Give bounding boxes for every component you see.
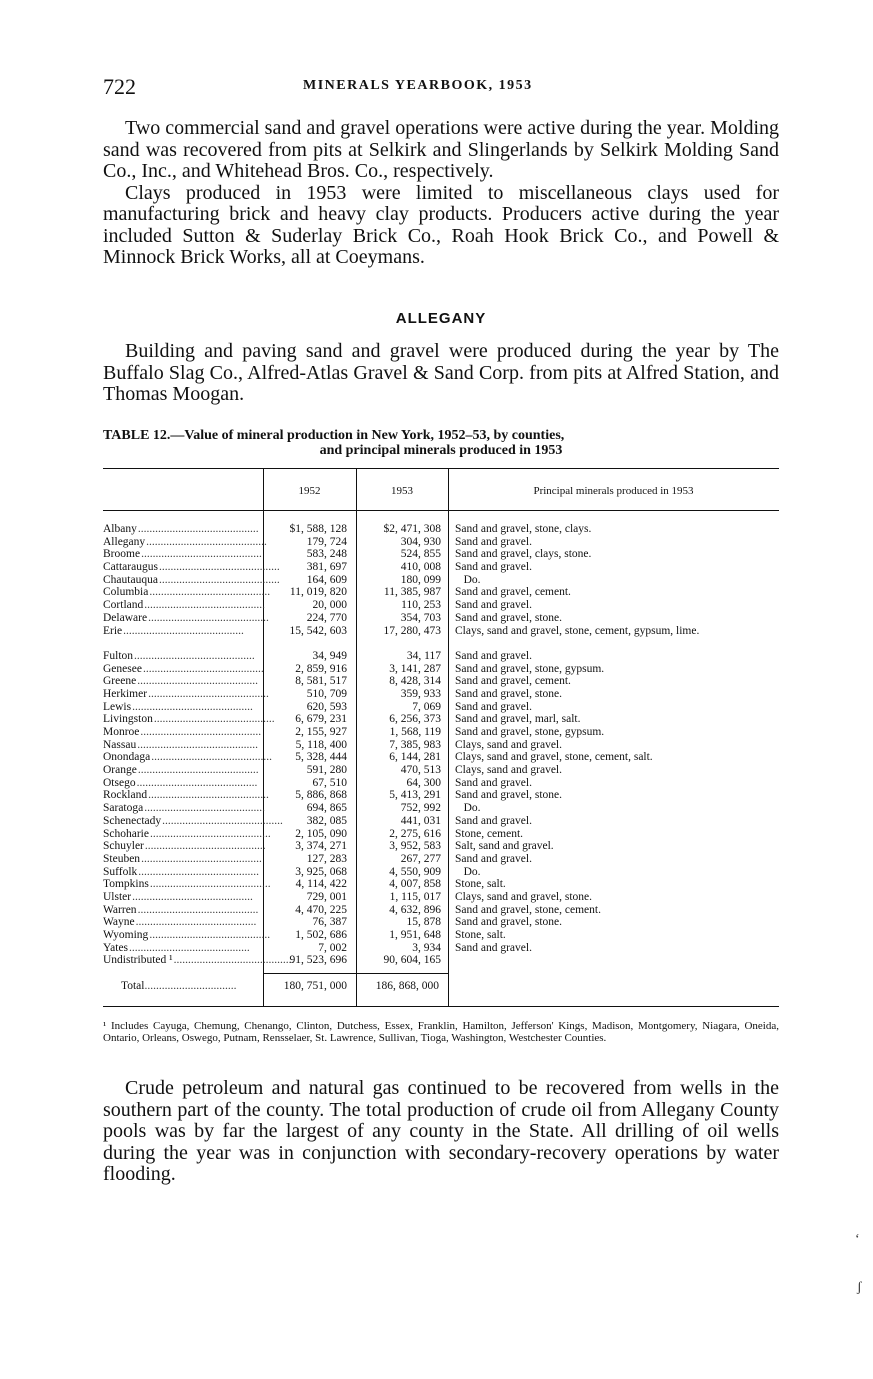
intro-paragraph: Clays produced in 1953 were limited to miscellaneous clays used for manufacturing brick and heavy clay products. Producers active during the year included Sutton & Suderlay Brick Co., Roah Hook Brick Co., and Powell & Minnock Brick Works, all at Coeymans. bbox=[103, 181, 779, 268]
minerals-cell: Sand and gravel. bbox=[455, 700, 532, 713]
value-1952: $1, 588, 128 bbox=[289, 523, 347, 535]
table-row bbox=[103, 815, 779, 828]
value-1953: 1, 951, 648 bbox=[389, 929, 441, 942]
county-cell bbox=[103, 929, 271, 942]
column-header-1953: 1953 bbox=[391, 485, 413, 497]
value-1952: 382, 085 bbox=[306, 814, 347, 827]
county-name: Allegany bbox=[103, 535, 146, 548]
value-1953: 441, 031 bbox=[400, 814, 441, 827]
value-1952: 5, 118, 400 bbox=[295, 738, 347, 751]
county-cell bbox=[103, 904, 258, 917]
intro-text bbox=[103, 118, 779, 269]
leader-dots: .......................................... bbox=[144, 599, 265, 612]
column-header-minerals: Principal minerals produced in 1953 bbox=[533, 485, 694, 497]
table-header-rule bbox=[103, 510, 779, 511]
table-row bbox=[103, 726, 779, 739]
value-1952: 694, 865 bbox=[306, 802, 347, 815]
leader-dots: .......................................... bbox=[137, 903, 259, 916]
leader-dots: .......................................... bbox=[149, 586, 271, 599]
table-row bbox=[103, 536, 779, 549]
minerals-cell: Clays, sand and gravel. bbox=[455, 738, 562, 751]
minerals-cell: Sand and gravel. bbox=[455, 649, 532, 662]
leader-dots: .......................................... bbox=[140, 726, 262, 739]
minerals-cell: Sand and gravel. bbox=[455, 941, 532, 954]
leader-dots: .......................................... bbox=[138, 865, 260, 878]
leader-dots: .......................................... bbox=[132, 700, 253, 713]
value-1953: 410, 008 bbox=[400, 561, 441, 574]
minerals-cell: Stone, salt. bbox=[455, 878, 506, 891]
table-row bbox=[103, 954, 779, 967]
county-cell bbox=[103, 599, 265, 612]
value-1952: 5, 886, 868 bbox=[295, 789, 347, 802]
county-cell bbox=[103, 942, 258, 955]
county-cell bbox=[103, 573, 280, 587]
value-1953: 7, 385, 983 bbox=[389, 738, 441, 751]
table-row bbox=[103, 853, 779, 866]
county-name: Greene bbox=[103, 675, 137, 688]
leader-dots: .......................................... bbox=[148, 687, 269, 700]
county-cell bbox=[103, 878, 271, 891]
leader-dots: .......................................... bbox=[173, 954, 295, 967]
table-row bbox=[103, 866, 779, 879]
value-1953: 4, 550, 909 bbox=[389, 865, 441, 878]
value-1953: 11, 385, 987 bbox=[383, 586, 441, 599]
leader-dots: .......................................... bbox=[151, 751, 273, 764]
value-1952: 583, 248 bbox=[306, 548, 347, 561]
value-1952: 2, 155, 927 bbox=[295, 726, 347, 739]
minerals-cell: Sand and gravel. bbox=[455, 561, 532, 574]
total-label: Total................................ bbox=[121, 980, 237, 992]
county-name: Nassau bbox=[103, 738, 137, 751]
county-name: Broome bbox=[103, 548, 141, 561]
value-1952: 1, 502, 686 bbox=[295, 929, 347, 942]
allegany-paragraph: Building and paving sand and gravel were produced during the year by The Buffalo Slag Co., Alfred-Atlas Gravel & Sand Corp. from pits at Alfred Station, and Thomas Moogan. bbox=[103, 340, 779, 405]
county-cell bbox=[103, 535, 267, 549]
leader-dots: .......................................... bbox=[129, 941, 250, 954]
county-cell bbox=[103, 777, 258, 790]
county-name: Cattaraugus bbox=[103, 561, 158, 574]
leader-dots: .......................................... bbox=[148, 611, 269, 624]
minerals-cell: Sand and gravel, stone. bbox=[455, 611, 562, 624]
minerals-cell: Salt, sand and gravel. bbox=[455, 840, 554, 853]
table-caption bbox=[103, 428, 779, 458]
table-row bbox=[103, 916, 779, 929]
margin-mark: ʻ bbox=[855, 1232, 860, 1247]
county-name: Schuyler bbox=[103, 840, 144, 853]
minerals-cell: Sand and gravel, stone, cement. bbox=[455, 903, 601, 916]
county-name: Delaware bbox=[103, 611, 148, 624]
minerals-cell: Do. bbox=[455, 802, 481, 815]
leader-dots: .......................................... bbox=[141, 548, 262, 561]
table-row bbox=[103, 688, 779, 701]
table-row bbox=[103, 625, 779, 650]
county-cell bbox=[103, 840, 266, 853]
table-top-rule bbox=[103, 468, 779, 469]
table-footnote: ¹ Includes Cayuga, Chemung, Chenango, Clinton, Dutchess, Essex, Franklin, Hamilton, Jefferson' Kings, Madison, Montgomery, Niagara, Oneida, Ontario, Orleans, Oswego, Putnam, Rensselaer, St. Lawrence, Sullivan, Tioga, Washington, Westchester Counties. bbox=[103, 1020, 779, 1044]
table-row bbox=[103, 612, 779, 625]
county-name: Herkimer bbox=[103, 687, 148, 700]
table-row bbox=[103, 713, 779, 726]
county-name: Onondaga bbox=[103, 751, 151, 764]
table-row bbox=[103, 586, 779, 599]
county-cell bbox=[103, 827, 271, 841]
value-1952: 591, 280 bbox=[306, 764, 347, 777]
value-1953: 180, 099 bbox=[400, 573, 441, 586]
minerals-cell: Sand and gravel, cement. bbox=[455, 675, 571, 688]
value-1953: 3, 934 bbox=[412, 941, 441, 954]
leader-dots: .......................................... bbox=[137, 738, 258, 751]
minerals-cell: Sand and gravel, stone, gypsum. bbox=[455, 662, 605, 675]
value-1952: 381, 697 bbox=[306, 561, 347, 574]
value-1953: 8, 428, 314 bbox=[389, 675, 441, 688]
county-name: Ulster bbox=[103, 890, 132, 903]
county-name: Undistributed ¹ bbox=[103, 954, 173, 967]
value-1953: 4, 007, 858 bbox=[389, 878, 441, 891]
leader-dots: .......................................... bbox=[141, 852, 262, 865]
value-1953: $2, 471, 308 bbox=[383, 523, 441, 535]
county-name: Yates bbox=[103, 941, 129, 954]
table-row bbox=[103, 764, 779, 777]
leader-dots: .......................................... bbox=[132, 890, 253, 903]
table-row bbox=[103, 878, 779, 891]
county-name: Fulton bbox=[103, 649, 134, 662]
minerals-cell: Sand and gravel. bbox=[455, 599, 532, 612]
leader-dots: .......................................... bbox=[134, 649, 255, 662]
page-header bbox=[103, 74, 783, 98]
county-name: Rockland bbox=[103, 789, 148, 802]
county-name: Wyoming bbox=[103, 929, 149, 942]
value-1952: 15, 542, 603 bbox=[289, 624, 347, 637]
value-1952: 91, 523, 696 bbox=[289, 954, 347, 967]
table-row bbox=[103, 802, 779, 815]
minerals-cell: Sand and gravel. bbox=[455, 852, 532, 865]
minerals-cell: Clays, sand and gravel, stone, cement, salt. bbox=[455, 751, 653, 764]
minerals-cell: Sand and gravel, stone. bbox=[455, 687, 562, 700]
leader-dots: .......................................... bbox=[146, 535, 267, 548]
leader-dots: .......................................... bbox=[162, 814, 283, 827]
county-cell bbox=[103, 814, 283, 828]
county-cell bbox=[103, 687, 269, 701]
county-cell bbox=[103, 713, 275, 726]
leader-dots: .......................................... bbox=[137, 523, 259, 535]
table-row bbox=[103, 599, 779, 612]
minerals-cell: Stone, cement. bbox=[455, 827, 524, 840]
county-name: Tompkins bbox=[103, 878, 149, 891]
value-1953: 6, 144, 281 bbox=[389, 751, 441, 764]
table-caption-line-1: TABLE 12.—Value of mineral production in New York, 1952–53, by counties, bbox=[103, 428, 565, 443]
value-1953: 524, 855 bbox=[400, 548, 441, 561]
value-1953: 17, 280, 473 bbox=[383, 624, 441, 637]
leader-dots: .......................................... bbox=[144, 840, 266, 853]
county-name: Schenectady bbox=[103, 814, 162, 827]
leader-dots: .......................................... bbox=[136, 776, 258, 789]
margin-mark: ʃ bbox=[857, 1280, 862, 1295]
minerals-cell: Clays, sand and gravel, stone, cement, gypsum, lime. bbox=[455, 624, 700, 637]
leader-dots: .......................................... bbox=[137, 764, 259, 777]
table-row bbox=[103, 840, 779, 853]
value-1952: 2, 105, 090 bbox=[295, 827, 347, 840]
intro-paragraph: Two commercial sand and gravel operations were active during the year. Molding sand was recovered from pits at Selkirk and Slingerlands by Selkirk Molding Sand Co., Inc., and Whitehead Bros. Co., respectively. bbox=[103, 117, 779, 182]
county-name: Steuben bbox=[103, 852, 141, 865]
county-cell bbox=[103, 523, 258, 536]
county-cell bbox=[103, 954, 295, 967]
value-1952: 4, 114, 422 bbox=[295, 878, 347, 891]
table-row bbox=[103, 523, 779, 536]
county-cell bbox=[103, 726, 262, 739]
county-cell bbox=[103, 916, 258, 929]
value-1953: 752, 992 bbox=[400, 802, 441, 815]
value-1952: 7, 002 bbox=[318, 941, 347, 954]
minerals-cell: Sand and gravel. bbox=[455, 814, 532, 827]
minerals-cell: Clays, sand and gravel, stone. bbox=[455, 890, 593, 903]
value-1952: 620, 593 bbox=[306, 700, 347, 713]
county-name: Cortland bbox=[103, 599, 144, 612]
value-1952: 6, 679, 231 bbox=[295, 713, 347, 726]
county-cell bbox=[103, 586, 271, 599]
county-name: Wayne bbox=[103, 916, 135, 929]
county-name: Lewis bbox=[103, 700, 132, 713]
table-row bbox=[103, 701, 779, 714]
leader-dots: .......................................... bbox=[148, 789, 269, 802]
county-cell bbox=[103, 852, 262, 866]
value-1953: 110, 253 bbox=[401, 599, 441, 612]
table-body bbox=[103, 523, 779, 967]
minerals-cell: Do. bbox=[455, 573, 481, 586]
minerals-cell: Stone, salt. bbox=[455, 929, 506, 942]
table-row bbox=[103, 650, 779, 663]
leader-dots: .......................................... bbox=[158, 561, 280, 574]
county-cell bbox=[103, 561, 280, 574]
leader-dots: .......................................... bbox=[135, 916, 257, 929]
county-name: Monroe bbox=[103, 726, 140, 739]
county-name: Columbia bbox=[103, 586, 149, 599]
minerals-cell: Sand and gravel. bbox=[455, 776, 532, 789]
table-row bbox=[103, 942, 779, 955]
county-cell bbox=[103, 739, 258, 752]
leader-dots: .......................................... bbox=[158, 573, 280, 586]
value-1953: 1, 568, 119 bbox=[389, 726, 441, 739]
county-cell bbox=[103, 789, 269, 802]
table-row bbox=[103, 751, 779, 764]
county-name: Suffolk bbox=[103, 865, 138, 878]
county-name: Saratoga bbox=[103, 802, 144, 815]
value-1953: 470, 513 bbox=[400, 764, 441, 777]
county-cell bbox=[103, 662, 264, 676]
column-header-1952: 1952 bbox=[298, 485, 321, 497]
section-heading: ALLEGANY bbox=[395, 310, 487, 327]
county-cell bbox=[103, 764, 258, 777]
minerals-cell: Do. bbox=[455, 865, 481, 878]
table-row bbox=[103, 777, 779, 790]
total-1953: 186, 868, 000 bbox=[375, 980, 439, 992]
table-row bbox=[103, 663, 779, 676]
value-1953: 34, 117 bbox=[406, 649, 441, 662]
table-row bbox=[103, 828, 779, 841]
county-name: Chautauqua bbox=[103, 573, 158, 586]
value-1953: 64, 300 bbox=[406, 776, 441, 789]
county-cell bbox=[103, 650, 258, 663]
value-1953: 3, 141, 287 bbox=[389, 662, 441, 675]
table-row bbox=[103, 739, 779, 752]
value-1953: 3, 952, 583 bbox=[389, 840, 441, 853]
value-1952: 2, 859, 916 bbox=[295, 662, 347, 675]
value-1953: 6, 256, 373 bbox=[389, 713, 441, 726]
leader-dots: .......................................... bbox=[153, 713, 275, 726]
value-1953: 1, 115, 017 bbox=[389, 890, 441, 903]
county-cell bbox=[103, 866, 258, 879]
table-bottom-rule bbox=[103, 1006, 779, 1007]
value-1953: 304, 930 bbox=[400, 535, 441, 548]
county-name: Warren bbox=[103, 903, 137, 916]
value-1953: 90, 604, 165 bbox=[383, 954, 441, 967]
value-1953: 7, 069 bbox=[412, 700, 441, 713]
value-1952: 179, 724 bbox=[306, 535, 347, 548]
value-1953: 2, 275, 616 bbox=[389, 827, 441, 840]
value-1953: 267, 277 bbox=[400, 852, 441, 865]
value-1952: 34, 949 bbox=[312, 649, 347, 662]
county-cell bbox=[103, 751, 273, 764]
leader-dots: .......................................... bbox=[149, 878, 271, 891]
table-row bbox=[103, 574, 779, 587]
value-1952: 127, 283 bbox=[306, 852, 347, 865]
value-1953: 15, 878 bbox=[406, 916, 441, 929]
leader-dots: .......................................... bbox=[144, 802, 265, 815]
county-cell bbox=[103, 701, 258, 714]
total-1952: 180, 751, 000 bbox=[283, 980, 347, 992]
leader-dots: .......................................... bbox=[123, 624, 244, 637]
total-label-text: Total bbox=[121, 980, 145, 992]
value-1952: 20, 000 bbox=[312, 599, 347, 612]
value-1952: 5, 328, 444 bbox=[295, 751, 347, 764]
minerals-cell: Sand and gravel, stone, gypsum. bbox=[455, 726, 605, 739]
value-1952: 11, 019, 820 bbox=[289, 586, 347, 599]
county-name: Erie bbox=[103, 624, 123, 637]
value-1953: 359, 933 bbox=[400, 687, 441, 700]
county-name: Otsego bbox=[103, 776, 136, 789]
minerals-cell: Sand and gravel, marl, salt. bbox=[455, 713, 581, 726]
county-name: Genesee bbox=[103, 662, 142, 675]
county-cell bbox=[103, 625, 258, 638]
leader-dots: .......................................... bbox=[142, 662, 264, 675]
value-1952: 8, 581, 517 bbox=[295, 675, 347, 688]
value-1952: 3, 374, 271 bbox=[295, 840, 347, 853]
county-cell bbox=[103, 675, 258, 688]
value-1952: 4, 470, 225 bbox=[295, 903, 347, 916]
value-1952: 729, 001 bbox=[306, 890, 347, 903]
closing-text bbox=[103, 1078, 779, 1186]
table-caption-line-2: and principal minerals produced in 1953 bbox=[319, 443, 563, 458]
value-1952: 76, 387 bbox=[312, 916, 347, 929]
minerals-cell: Sand and gravel, stone. bbox=[455, 789, 562, 802]
value-1952: 224, 770 bbox=[306, 611, 347, 624]
page-number: 722 bbox=[103, 74, 136, 99]
running-title: MINERALS YEARBOOK, 1953 bbox=[303, 78, 533, 93]
value-1952: 67, 510 bbox=[312, 776, 347, 789]
leader-dots: .......................................... bbox=[149, 929, 271, 942]
value-1952: 164, 609 bbox=[306, 573, 347, 586]
minerals-cell: Sand and gravel, clays, stone. bbox=[455, 548, 592, 561]
table-row bbox=[103, 891, 779, 904]
allegany-text bbox=[103, 341, 779, 406]
county-name: Albany bbox=[103, 523, 137, 535]
leader-dots: .......................................... bbox=[137, 675, 258, 688]
value-1953: 354, 703 bbox=[400, 611, 441, 624]
table-row bbox=[103, 929, 779, 942]
table-row bbox=[103, 561, 779, 574]
leader-dots: .......................................... bbox=[149, 827, 271, 840]
value-1952: 3, 925, 068 bbox=[295, 865, 347, 878]
value-1952: 510, 709 bbox=[306, 687, 347, 700]
value-1953: 5, 413, 291 bbox=[389, 789, 441, 802]
county-name: Orange bbox=[103, 764, 137, 777]
county-cell bbox=[103, 611, 269, 625]
table-row bbox=[103, 789, 779, 802]
county-name: Livingston bbox=[103, 713, 153, 726]
minerals-cell: Sand and gravel, cement. bbox=[455, 586, 571, 599]
minerals-cell: Clays, sand and gravel. bbox=[455, 764, 562, 777]
minerals-cell: Sand and gravel. bbox=[455, 535, 532, 548]
table-row bbox=[103, 904, 779, 917]
table-row bbox=[103, 675, 779, 688]
county-cell bbox=[103, 548, 262, 561]
value-1953: 4, 632, 896 bbox=[389, 903, 441, 916]
table-row bbox=[103, 548, 779, 561]
county-name: Schoharie bbox=[103, 827, 149, 840]
closing-paragraph: Crude petroleum and natural gas continued to be recovered from wells in the southern part of the county. The total production of crude oil from Allegany County pools was by far the largest of any county in the State. All drilling of oil wells during the year was in conjunction with secondary-recovery operations by water flooding. bbox=[103, 1077, 779, 1185]
minerals-cell: Sand and gravel, stone. bbox=[455, 916, 562, 929]
county-cell bbox=[103, 891, 258, 904]
minerals-cell: Sand and gravel, stone, clays. bbox=[455, 523, 592, 535]
county-cell bbox=[103, 802, 265, 815]
